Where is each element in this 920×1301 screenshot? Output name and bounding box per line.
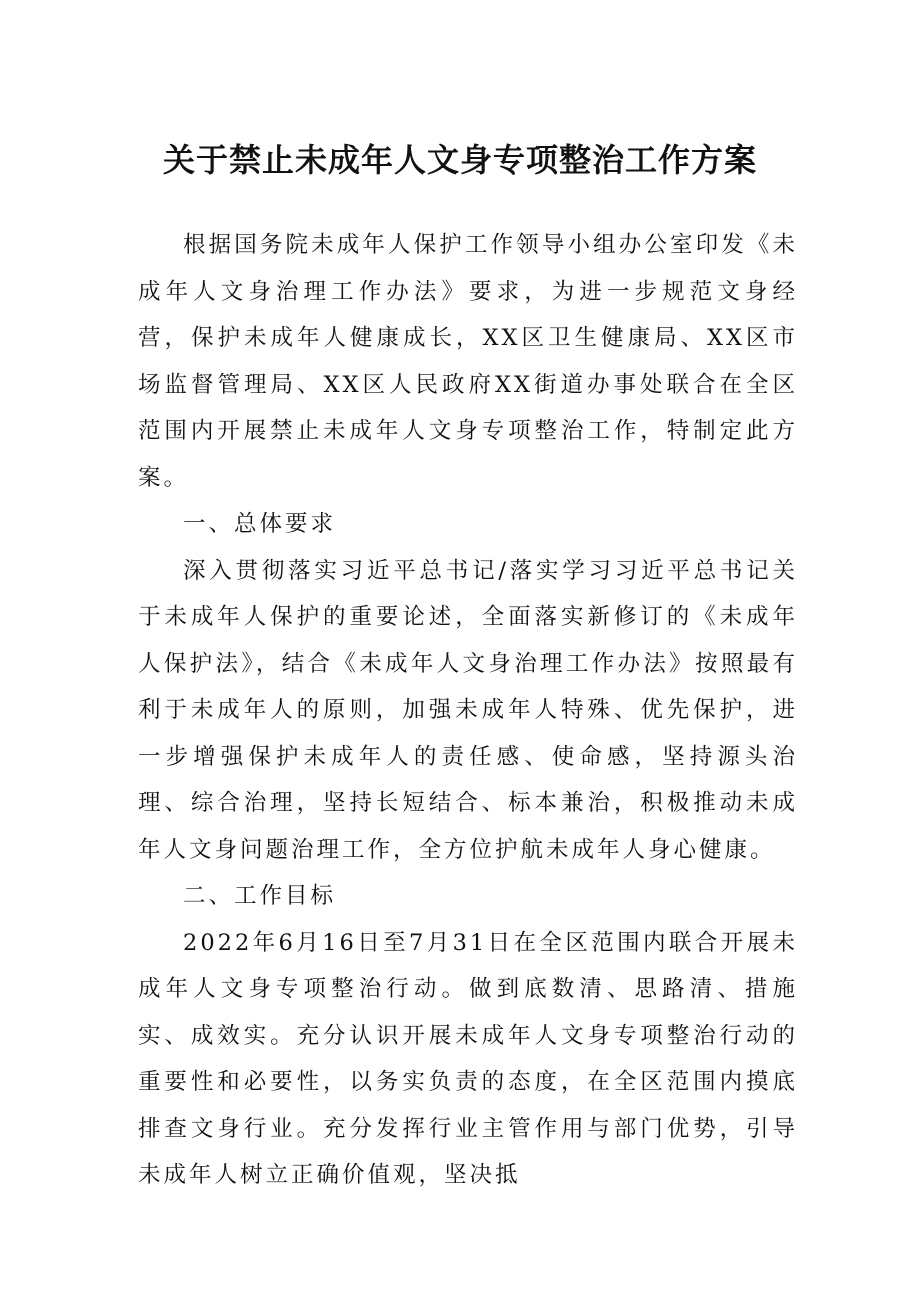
document-title: 关于禁止未成年人文身专项整治工作方案 bbox=[162, 141, 757, 179]
section-heading-overall-requirements: 一、总体要求 bbox=[183, 511, 337, 537]
paragraph-intro: 根据国务院未成年人保护工作领导小组办公室印发《未成年人文身治理工作办法》要求，为进一步规范文身经营，保护未成年人健康成长，XX区卫生健康局、XX区市场监督管理局、XX区人民政府XX街道办事处联合在全区范围内开展禁止未成年人文身专项整治工作，特制定此方案。 bbox=[138, 232, 798, 491]
document-body bbox=[138, 222, 798, 1199]
paragraph-overall-requirements: 深入贯彻落实习近平总书记/落实学习习近平总书记关于未成年人保护的重要论述，全面落实新修订的《未成年人保护法》，结合《未成年人文身治理工作办法》按照最有利于未成年人的原则，加强未成年人特殊、优先保护，进一步增强保护未成年人的责任感、使命感，坚持源头治理、综合治理，坚持长短结合、标本兼治，积极推动未成年人文身问题治理工作，全方位护航未成年人身心健康。 bbox=[138, 557, 798, 863]
paragraph-work-goals: 2022年6月16日至7月31日在全区范围内联合开展未成年人文身专项整治行动。做到底数清、思路清、措施实、成效实。充分认识开展未成年人文身专项整治行动的重要性和必要性，以务实负责的态度，在全区范围内摸底排查文身行业。充分发挥行业主管作用与部门优势，引导未成年人树立正确价值观，坚决抵 bbox=[138, 929, 798, 1188]
section-heading-work-goals: 二、工作目标 bbox=[183, 883, 337, 909]
